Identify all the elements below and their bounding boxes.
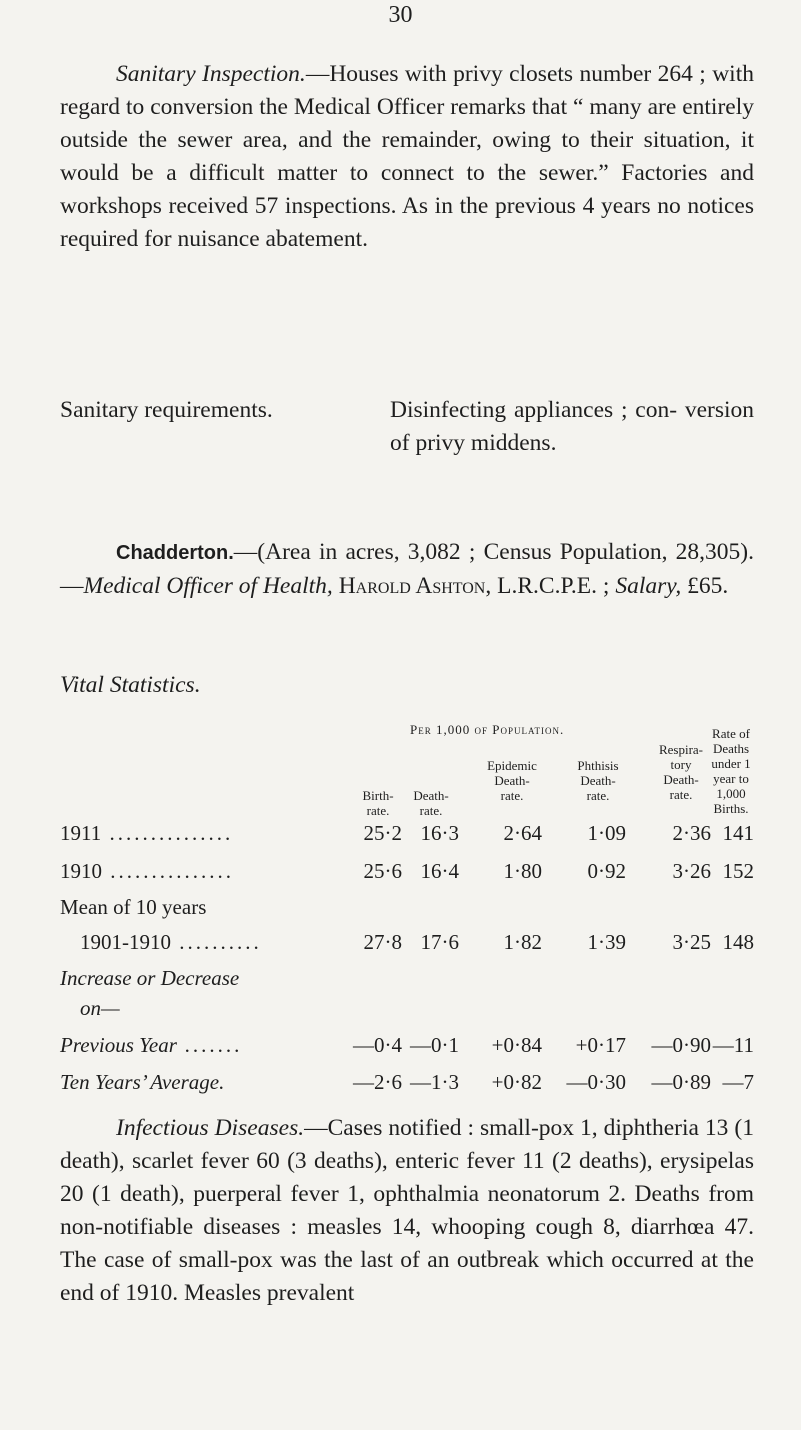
row-mean-label: 1901-1910 .......... xyxy=(80,930,262,954)
infectious-diseases-text: —Cases notified : small-pox 1, diphtheria 13 (1 death), scarlet fever 60 (3 deaths), enteric fever 11 (2 deaths), erysipelas 20 (1 death), puerperal fever 1, ophthalmia neonatorum 2. Deaths from non-notifiable diseases : measles 14, whooping cough 8, diarrhœa 47. The case of small-pox was the last of an outbreak which occurred at the end of 1910. Measles prevalent xyxy=(60,1115,754,1306)
column-header: Respira- tory Death- rate. xyxy=(658,742,704,802)
qualifications: L.R.C.P.E. ; xyxy=(497,573,610,599)
table-cell: +0·84 xyxy=(491,1033,542,1057)
table-cell: 16·3 xyxy=(420,821,459,845)
sanitary-inspection-label: Sanitary Inspection. xyxy=(116,61,306,87)
table-cell: —2·6 xyxy=(353,1070,402,1094)
table-cell: —0·89 xyxy=(651,1070,711,1094)
row-1911-label: 1911 ............... xyxy=(60,821,234,845)
table-cell: —11 xyxy=(712,1033,754,1057)
infectious-diseases-paragraph xyxy=(60,1112,754,1310)
table-cell: 2·36 xyxy=(672,821,711,845)
chadderton-paragraph xyxy=(60,536,754,603)
table-cell: —0·1 xyxy=(410,1033,459,1057)
table-cell: +0·82 xyxy=(491,1070,542,1094)
table-cell: 1·39 xyxy=(587,930,626,954)
table-cell: 148 xyxy=(722,930,754,954)
row-1910-label: 1910 ............... xyxy=(60,859,234,883)
table-cell: 0·92 xyxy=(587,859,626,883)
officer-name: Harold Ashton, xyxy=(338,573,492,599)
table-cell: 1·80 xyxy=(503,859,542,883)
column-header: Birth- rate. xyxy=(362,788,394,818)
chadderton-text: —(Area in acres, 3,082 ; Census Population, 28,305).— xyxy=(60,539,754,599)
column-header: Epidemic Death- rate. xyxy=(487,758,537,803)
row-ten-years-label: Ten Years’ Average. xyxy=(60,1070,225,1094)
table-cell: 17·6 xyxy=(420,930,459,954)
row-mean-label-line1: Mean of 10 years xyxy=(60,895,207,919)
table-cell: 3·26 xyxy=(672,859,711,883)
chadderton-label: Chadderton. xyxy=(116,542,234,564)
row-previous-year-label: Previous Year ....... xyxy=(60,1033,243,1057)
sanitary-inspection-paragraph xyxy=(60,58,754,256)
vital-statistics-title: Vital Statistics. xyxy=(60,672,201,698)
table-cell: —1·3 xyxy=(410,1070,459,1094)
table-cell: +0·17 xyxy=(575,1033,626,1057)
column-header: Rate of Deaths under 1 year to 1,000 Births. xyxy=(711,726,751,816)
column-header: Phthisis Death- rate. xyxy=(577,758,619,803)
table-cell: —7 xyxy=(722,1070,754,1094)
officer-label: Medical Officer of Health, xyxy=(83,573,333,599)
table-cell: 25·2 xyxy=(363,821,402,845)
table-cell: 27·8 xyxy=(363,930,402,954)
per-population-heading: Per 1,000 of Population. xyxy=(410,722,565,737)
salary-label: Salary, xyxy=(615,573,682,599)
table-cell: 1·82 xyxy=(503,930,542,954)
page-number: 30 xyxy=(388,2,413,28)
table-cell: 16·4 xyxy=(420,859,459,883)
table-cell: —0·90 xyxy=(651,1033,711,1057)
table-cell: 2·64 xyxy=(503,821,542,845)
table-cell: 1·09 xyxy=(587,821,626,845)
sanitary-inspection-text: —Houses with privy closets number 264 ; with regard to conversion the Medical Officer remarks that “ many are entirely outside the sewer area, and the remainder, owing to their situation, it would be a difficult matter to connect to the sewer.” Factories and workshops received 57 inspections. As in the previous 4 years no notices required for nuisance abatement. xyxy=(60,61,754,252)
table-cell: —0·30 xyxy=(566,1070,626,1094)
salary-value: £65. xyxy=(687,573,729,599)
increase-decrease-label-on: on— xyxy=(80,996,120,1020)
table-cell: 152 xyxy=(722,859,754,883)
table-cell: —0·4 xyxy=(353,1033,402,1057)
table-cell: 141 xyxy=(722,821,754,845)
table-cell: 25·6 xyxy=(363,859,402,883)
column-header: Death- rate. xyxy=(413,788,449,818)
sanitary-requirements-text: Disinfecting appliances ; con- version of privy middens. xyxy=(390,397,754,456)
table-cell: 3·25 xyxy=(672,930,711,954)
increase-decrease-label: Increase or Decrease xyxy=(60,966,240,990)
sanitary-requirements-label: Sanitary requirements. xyxy=(60,397,273,423)
infectious-diseases-label: Infectious Diseases. xyxy=(116,1115,305,1141)
